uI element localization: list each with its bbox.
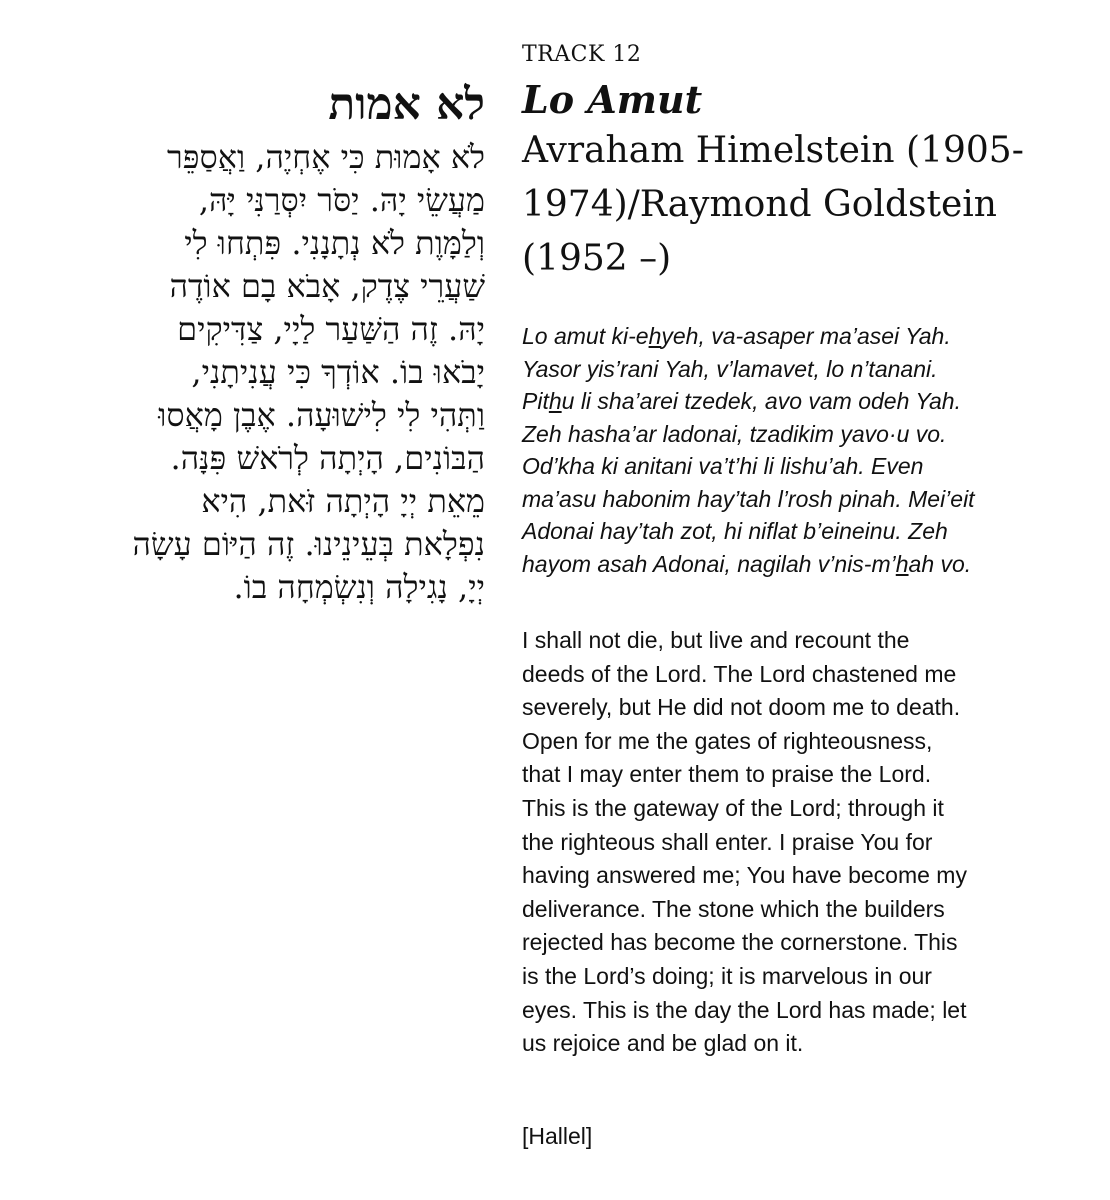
translation-line: the righteous shall enter. I praise You for [522,828,933,855]
composer-credits [522,124,1092,286]
translation-line: This is the gateway of the Lord; through it [522,794,944,821]
composer-line: 1974)/Raymond Goldstein [522,184,997,225]
translation-line: rejected has become the cornerstone. This [522,929,958,956]
transliteration-line [522,483,1092,516]
transliteration-underlined: h [895,550,909,577]
transliteration-line [522,548,1092,581]
translation-line: eyes. This is the day the Lord has made; let [522,996,967,1023]
english-column [522,40,1092,1151]
transliteration-line [522,515,1092,548]
hebrew-line: לֹא אָמוּת כִּי אֶחְיֶה, וַאֲסַפֵּר [167,138,485,176]
source-label: [Hallel] [522,1122,593,1149]
english-translation [522,624,1092,1061]
transliteration-line [522,385,1092,418]
transliteration-underlined: h [648,323,662,349]
hebrew-line: יְיָ, נָגִילָה וְנִשְׂמְחָה בוֹ. [233,568,485,606]
hebrew-line: הַבּוֹנִים, הָיְתָה לְרֹאשׁ פִּנָּה. [170,439,485,477]
translation-line: severely, but He did not doom me to death. [522,694,961,721]
translation-line: us rejoice and be glad on it. [522,1030,804,1057]
song-title: Lo Amut [522,77,703,122]
track-label: TRACK 12 [522,42,642,67]
hebrew-line: וְלַמָּוֶת לֹא נְתָנָנִי. פִּתְחוּ לִי [184,224,485,262]
composer-line: (1952 –) [522,238,672,279]
transliteration-line [522,353,1092,386]
transliteration-text: Lo amut ki-e [522,323,649,349]
transliteration-text: yeh, va-asaper ma’asei Yah. [661,323,951,349]
composer-line: Avraham Himelstein (1905- [522,130,1024,171]
transliteration-text: Od’kha ki anitani va’t’hi li lishu’ah. Even [522,453,924,479]
transliteration-text: u li sha’arei tzedek, avo vam odeh Yah. [561,388,961,414]
hebrew-line: מֵאֵת יְיָ הָיְתָה זֹּאת, הִיא [201,482,485,520]
translation-line: having answered me; You have become my [522,862,967,889]
translation-line: deliverance. The stone which the builders [522,895,945,922]
transliteration-line [522,320,1092,353]
translation-line: I shall not die, but live and recount the [522,627,910,653]
transliteration-line [522,450,1092,483]
transliteration [522,320,1092,580]
translation-line: Open for me the gates of righteousness, [522,727,933,754]
hebrew-title: לא אמות [328,79,485,130]
translation-line: that I may enter them to praise the Lord. [522,761,932,788]
transliteration-text: Yasor yis’rani Yah, v’lamavet, lo n’tanani. [522,355,938,382]
hebrew-column [30,78,485,609]
hebrew-line: שַׁעֲרֵי צֶדֶק, אָבֹא בָם אוֹדֶה [169,267,485,305]
hebrew-line: נִפְלָאת בְּעֵינֵינוּ. זֶה הַיּוֹם עָשָׂה [132,525,485,563]
transliteration-text: Pit [522,388,549,414]
transliteration-underlined: h [548,388,562,414]
transliteration-text: hayom asah Adonai, nagilah v’nis-m’ [522,550,896,577]
translation-line: is the Lord’s doing; it is marvelous in our [522,962,932,989]
hebrew-line: יָבֹאוּ בוֹ. אוֹדְךָ כִּי עֲנִיתָנִי, [191,353,485,391]
transliteration-text: ma’asu habonim hay’tah l’rosh pinah. Mei’eit [522,485,975,512]
transliteration-text: Zeh hasha’ar ladonai, tzadikim yavo·u vo. [522,420,947,447]
hebrew-line: מַעֲשֵׂי יָהּ. יַסֹּר יִסְּרַנִּי יָּהּ, [198,181,485,219]
transliteration-line [522,418,1092,451]
hebrew-line: יָהּ. זֶה הַשַּׁעַר לַיָי, צַדִּיקִים [177,310,485,348]
transliteration-text: Adonai hay’tah zot, hi niflat b’eineinu. Zeh [522,518,948,544]
hebrew-line: וַתְּהִי לִי לִישׁוּעָה. אֶבֶן מָאֲסוּ [158,396,485,434]
transliteration-text: ah vo. [908,550,972,577]
translation-line: deeds of the Lord. The Lord chastened me [522,660,957,687]
